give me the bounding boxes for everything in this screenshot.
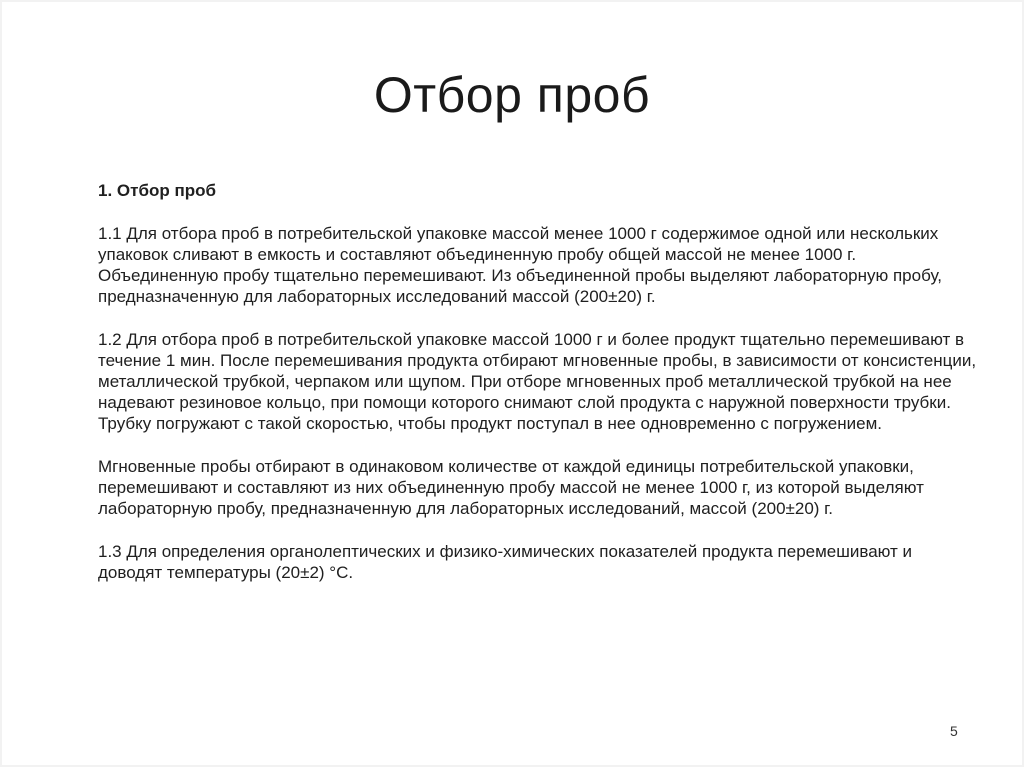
paragraph-1-1: 1.1 Для отбора проб в потребительской упаковке массой менее 1000 г содержимое одной или нескольких упаковок сливают в емкость и составляют объединенную пробу общей массой не менее 1000 г. Объединенную пробу тщательно перемешивают. Из объединенной пробы выделяют лабораторную пробу, предназначенную для лабораторных исследований массой (200±20) г.	[98, 224, 942, 306]
slide-title: Отбор проб	[373, 67, 651, 123]
paragraph-1-3: 1.3 Для определения органолептических и физико-химических показателей продукта перемешивают и доводят температуры (20±2) °С.	[98, 542, 913, 582]
section-heading: 1. Отбор проб	[98, 181, 216, 200]
page-number: 5	[950, 723, 958, 739]
slide-body	[98, 180, 978, 605]
paragraph-instant-samples: Мгновенные пробы отбирают в одинаковом количестве от каждой единицы потребительской упаковки, перемешивают и составляют из них объединенную пробу массой не менее 1000 г, из которой выделяют лабораторную пробу, предназначенную для лабораторных исследований, массой (200±20) г.	[98, 457, 924, 518]
paragraph-1-2: 1.2 Для отбора проб в потребительской упаковке массой 1000 г и более продукт тщательно перемешивают в течение 1 мин. После перемешивания продукта отбирают мгновенные пробы, в зависимости от консистенции, металлической трубкой, черпаком или щупом. При отборе мгновенных проб металлической трубкой на нее надевают резиновое кольцо, при помощи которого снимают слой продукта с наружной поверхности трубки. Трубку погружают с такой скоростью, чтобы продукт поступал в нее одновременно с погружением.	[98, 330, 977, 433]
